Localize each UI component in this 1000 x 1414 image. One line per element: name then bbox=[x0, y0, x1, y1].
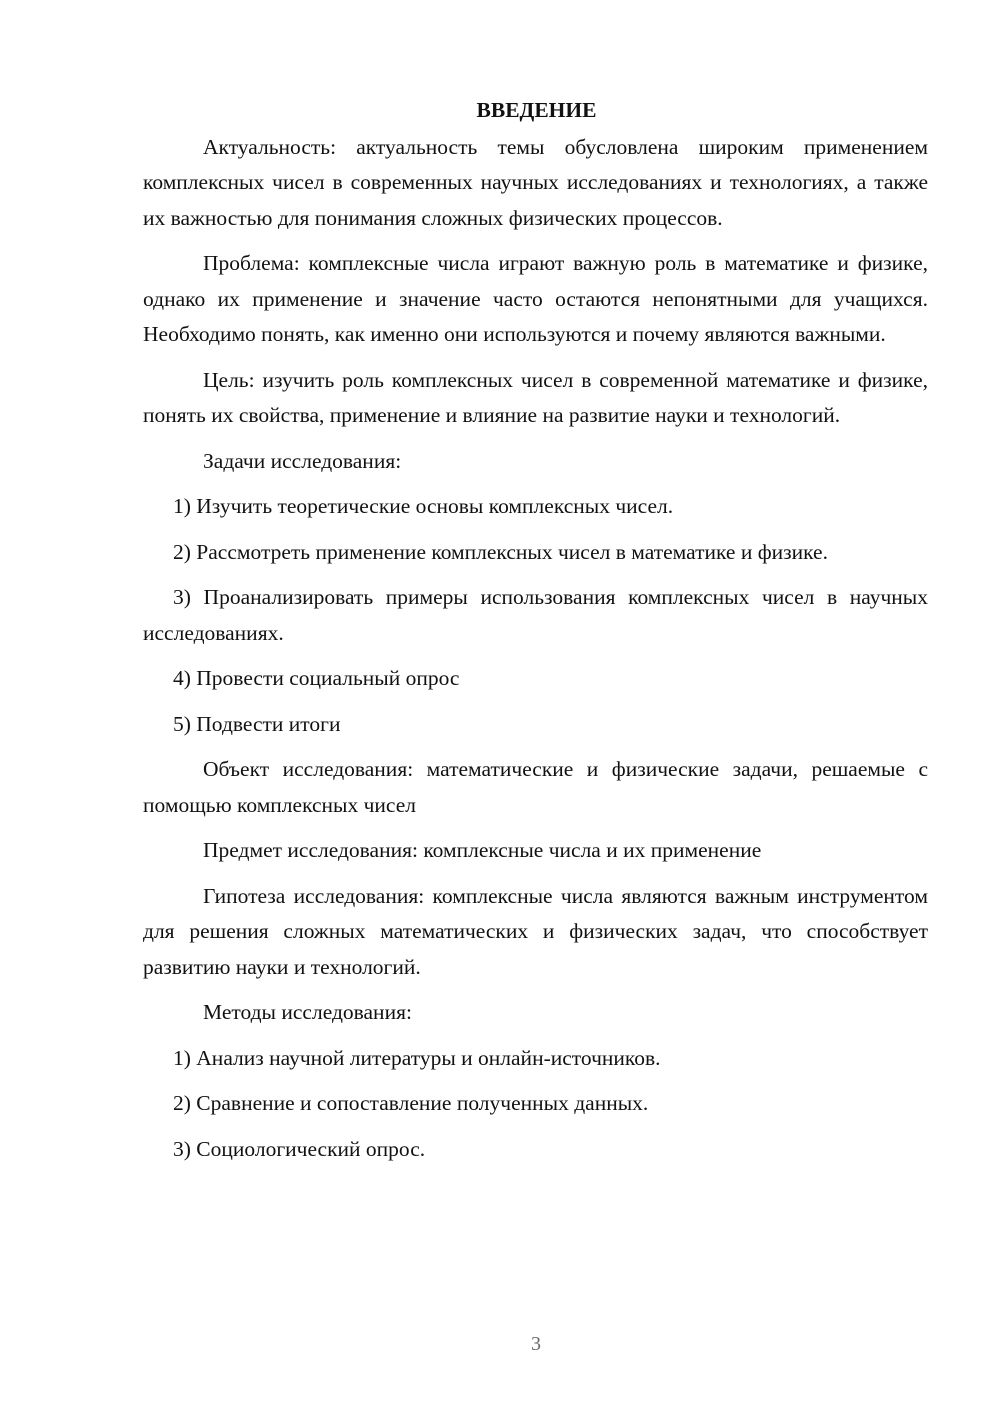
hypothesis-paragraph: Гипотеза исследования: комплексные числа являются важным инструментом для решения сложных математических и физических задач, что способствует развитию науки и технологий. bbox=[143, 883, 928, 979]
page-title: ВВЕДЕНИЕ bbox=[476, 98, 597, 122]
goal-paragraph: Цель: изучить роль комплексных чисел в современной математике и физике, понять их свойства, применение и влияние на развитие науки и технологий. bbox=[143, 367, 928, 427]
task-item: 3) Проанализировать примеры использования комплексных чисел в научных исследованиях. bbox=[143, 585, 928, 645]
tasks-heading: Задачи исследования: bbox=[203, 448, 402, 473]
method-item: 2) Сравнение и сопоставление полученных данных. bbox=[173, 1091, 649, 1115]
object-paragraph: Объект исследования: математические и физические задачи, решаемые с помощью комплексных чисел bbox=[143, 757, 928, 817]
task-item: 2) Рассмотреть применение комплексных чисел в математике и физике. bbox=[173, 539, 828, 564]
methods-heading: Методы исследования: bbox=[203, 1000, 412, 1024]
task-item: 4) Провести социальный опрос bbox=[173, 666, 460, 690]
relevance-paragraph: Актуальность: актуальность темы обусловлена широким применением комплексных чисел в современных научных исследованиях и технологиях, а также их важностью для понимания сложных физических процессов. bbox=[143, 134, 928, 230]
subject-paragraph: Предмет исследования: комплексные числа и их применение bbox=[203, 838, 762, 862]
problem-paragraph: Проблема: комплексные числа играют важную роль в математике и физике, однако их применение и значение часто остаются непонятными для учащихся. Необходимо понять, как именно они используются и почему являются важными. bbox=[143, 251, 928, 346]
method-item: 1) Анализ научной литературы и онлайн-источников. bbox=[173, 1045, 661, 1070]
method-item: 3) Социологический опрос. bbox=[173, 1136, 426, 1161]
page-body bbox=[143, 93, 928, 1177]
task-item: 1) Изучить теоретические основы комплексных чисел. bbox=[173, 494, 674, 518]
page-number: 3 bbox=[531, 1333, 541, 1355]
task-item: 5) Подвести итоги bbox=[173, 711, 341, 736]
